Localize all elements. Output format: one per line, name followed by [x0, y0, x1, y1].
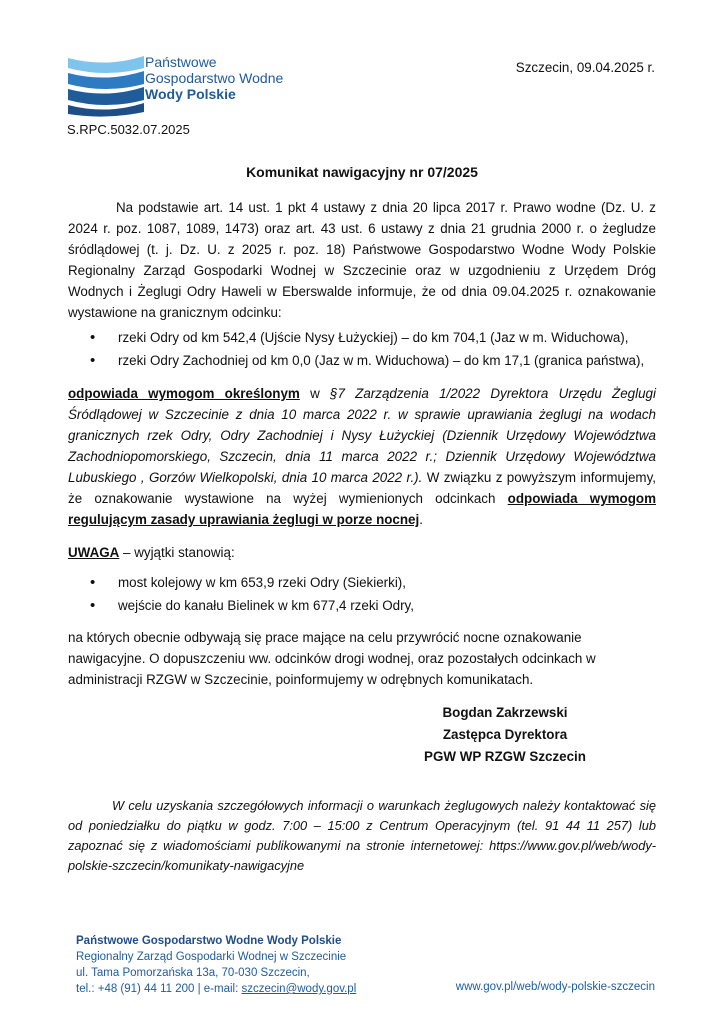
- compliance-middle: W związku z powyższym informujemy, że oznakowanie wystawione na wyżej wymienionych odcinkach: [68, 470, 656, 506]
- footer-contact: [76, 981, 356, 997]
- warning-line: [68, 542, 656, 563]
- document-title: Komunikat nawigacyjny nr 07/2025: [246, 164, 478, 180]
- list-item: • rzeki Odry Zachodniej od km 0,0 (Jaz w m. Widuchowa) – do km 17,1 (granica państwa),: [90, 349, 670, 372]
- signatory-name: Bogdan Zakrzewski: [442, 705, 568, 720]
- document-date: Szczecin, 09.04.2025 r.: [515, 60, 655, 75]
- list-item: • most kolejowy w km 653,9 rzeki Odry (Siekierki),: [90, 571, 670, 594]
- list-item: • rzeki Odry od km 542,4 (Ujście Nysy Łużyckiej) – do km 704,1 (Jaz w m. Widuchowa),: [90, 326, 670, 349]
- footer: [76, 933, 356, 997]
- signatory-role: Zastępca Dyrektora: [442, 727, 568, 742]
- compliance-emphasis: odpowiada wymogom regulującym zasady uprawiania żeglugi w porze nocnej: [68, 491, 656, 527]
- footer-organization: Państwowe Gospodarstwo Wodne Wody Polskie: [76, 935, 342, 947]
- logo-line-1: Państwowe: [145, 54, 217, 70]
- list-item: • wejście do kanału Bielinek w km 677,4 rzeki Odry,: [90, 594, 670, 617]
- reference-number: S.RPC.5032.07.2025: [67, 122, 190, 137]
- exceptions-list: [90, 571, 670, 617]
- footer-phone: tel.: +48 (91) 44 11 200 | e-mail:: [76, 983, 242, 995]
- logo-line-3: Wody Polskie: [145, 86, 236, 102]
- signature-block: [380, 702, 630, 768]
- footer-unit: Regionalny Zarząd Gospodarki Wodnej w Szczecinie: [76, 951, 347, 963]
- section-list: [90, 326, 670, 372]
- warning-label: UWAGA: [68, 545, 120, 560]
- intro-text: Na podstawie art. 14 ust. 1 pkt 4 ustawy z dnia 20 lipca 2017 r. Prawo wodne (Dz. U. z 2024 r. poz. 1087, 1089, 1473) oraz art. 43 ust. 6 ustawy z dnia 21 grudnia 2000 r. o żegludze śródlądowej (t. j. Dz. U. z 2025 r. poz. 18) Państwowe Gospodarstwo Wodne Wody Polskie Regionalny Zarząd Gospodarki Wodnej w Szczecinie oraz w uzgodnieniu z Urzędem Dróg Wodnych i Żeglugi Odry Haweli w Eberswalde informuje, że od dnia 09.04.2025 r. oznakowanie wystawione na granicznym odcinku:: [68, 200, 656, 320]
- logo-line-2: Gospodarstwo Wodne: [145, 70, 284, 86]
- compliance-lead: odpowiada wymogom określonym: [68, 386, 300, 401]
- contact-info-paragraph: [68, 796, 656, 876]
- compliance-paragraph: [68, 383, 656, 530]
- wody-polskie-logo-icon: [68, 54, 144, 118]
- warning-text: – wyjątki stanowią:: [119, 545, 235, 560]
- footer-website-link[interactable]: www.gov.pl/web/wody-polskie-szczecin: [455, 981, 655, 993]
- compliance-end: .: [419, 512, 423, 527]
- compliance-connector: w: [299, 386, 331, 401]
- footer-address: ul. Tama Pomorzańska 13a, 70-030 Szczecin,: [76, 967, 310, 979]
- logo-text: [145, 54, 283, 102]
- signatory-organization: PGW WP RZGW Szczecin: [424, 749, 586, 764]
- footer-email-link[interactable]: szczecin@wody.gov.pl: [241, 983, 357, 995]
- regulation-reference: §7 Zarządzenia 1/2022 Dyrektora Urzędu Żeglugi Śródlądowej w Szczecinie z dnia 10 marca 2022 r. w sprawie uprawiania żeglugi na wodach granicznych rzek Odry, Odry Zachodniej i Nysy Łużyckiej (Dziennik Urzędowy Województwa Zachodniopomorskiego, Szczecin, dnia 11 marca 2022 r.; Dziennik Urzędowy Województwa Lubuskiego , Gorzów Wielkopolski, dnia 10 marca 2022 r.).: [68, 386, 656, 485]
- contact-info-text: W celu uzyskania szczegółowych informacji o warunkach żeglugowych należy kontaktować się od poniedziałku do piątku w godz. 7:00 – 15:00 z Centrum Operacyjnym (tel. 91 44 11 257) lub zapoznać się z wiadomościami publikowanymi na stronie internetowej: https://www.gov.pl/web/wody-polskie-szczecin/komunikaty-nawigacyjne: [68, 798, 656, 873]
- closing-paragraph: na których obecnie odbywają się prace mające na celu przywrócić nocne oznakowanie nawigacyjne. O dopuszczeniu ww. odcinków drogi wodnej, oraz pozostałych odcinkach w administracji RZGW w Szczecinie, poinformujemy w odrębnych komunikatach.: [68, 630, 596, 687]
- intro-paragraph: [68, 197, 656, 323]
